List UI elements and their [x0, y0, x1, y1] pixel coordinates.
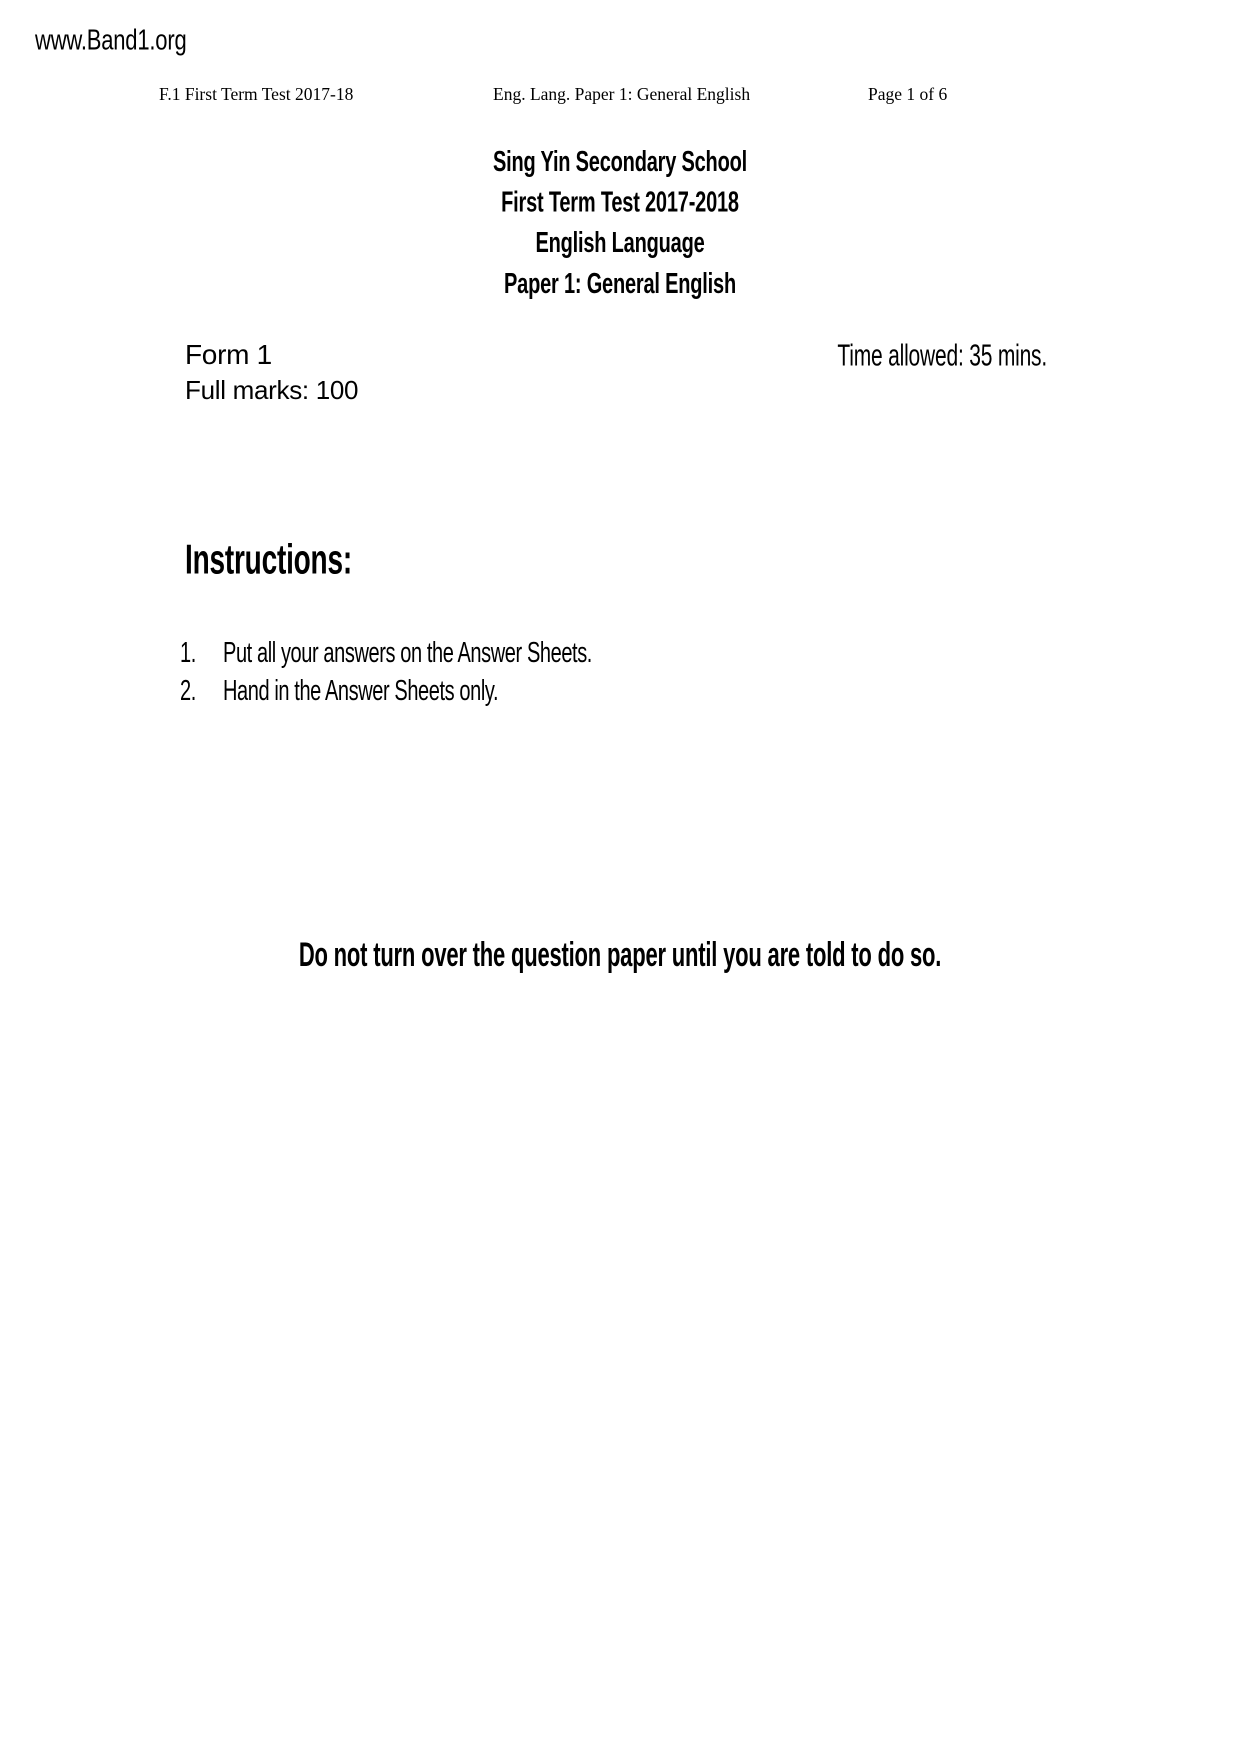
title-paper-name: Paper 1: General English [504, 268, 736, 301]
instructions-heading: Instructions: [185, 536, 352, 583]
list-item [180, 677, 498, 706]
header-test-name: F.1 First Term Test 2017-18 [159, 84, 354, 104]
list-item-text: Hand in the Answer Sheets only. [223, 675, 499, 708]
notice-text: Do not turn over the question paper until you are told to do so. [298, 934, 942, 974]
title-test-name: First Term Test 2017-2018 [501, 186, 739, 219]
title-school-name: Sing Yin Secondary School [493, 146, 747, 179]
header-page-number: Page 1 of 6 [868, 84, 948, 104]
title-subject: English Language [535, 227, 705, 260]
title-block [0, 142, 1240, 304]
list-item [180, 639, 592, 668]
list-item-number: 2. [180, 675, 196, 708]
watermark: www.Band1.org [35, 23, 187, 56]
header-paper-name: Eng. Lang. Paper 1: General English [493, 84, 751, 104]
list-item-number: 1. [180, 637, 196, 670]
full-marks-label: Full marks: 100 [185, 375, 359, 405]
time-allowed-label: Time allowed: 35 mins. [837, 339, 1047, 373]
list-item-text: Put all your answers on the Answer Sheets. [223, 637, 592, 670]
form-label: Form 1 [185, 339, 272, 370]
